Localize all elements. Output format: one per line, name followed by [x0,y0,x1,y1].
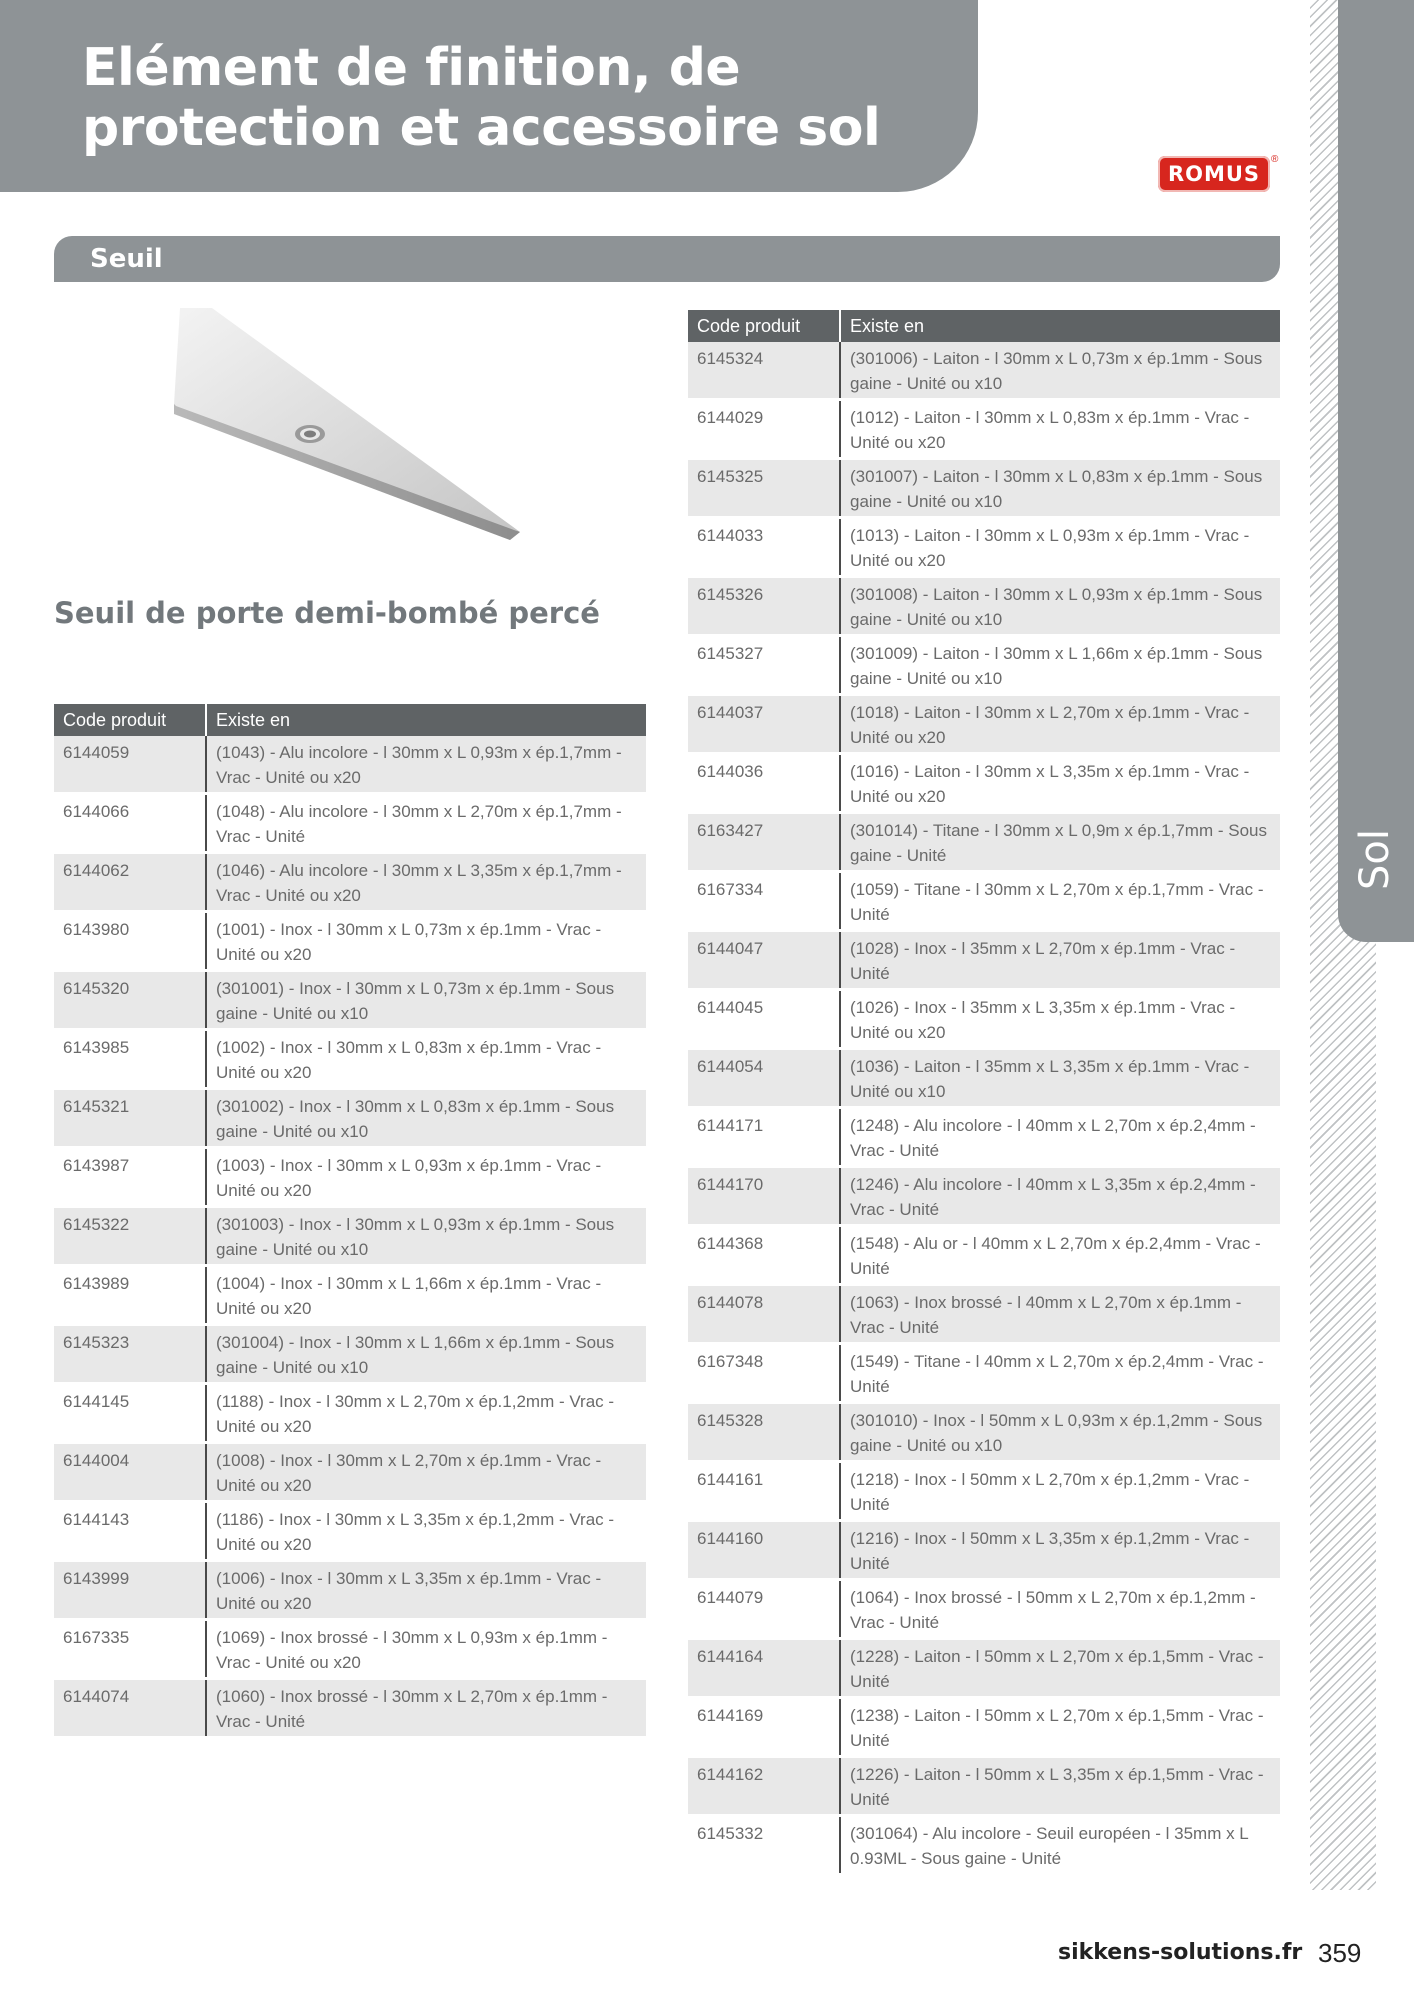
product-variant-cell: (1226) - Laiton - l 50mm x L 3,35m x ép.1,5mm - Vrac - Unité [840,1757,1280,1816]
table-row [688,1167,1280,1226]
product-variant-cell: (301008) - Laiton - l 30mm x L 0,93m x ép.1mm - Sous gaine - Unité ou x10 [840,577,1280,636]
product-code-cell: 6145332 [688,1816,840,1875]
product-code-cell: 6145322 [54,1207,206,1266]
table-row [54,1325,646,1384]
table-row [54,1030,646,1089]
table-row [688,1049,1280,1108]
product-code-cell: 6145325 [688,459,840,518]
romus-logo: ROMUS [1158,156,1270,192]
table-row [688,1521,1280,1580]
product-code-cell: 6144037 [688,695,840,754]
product-code-cell: 6144078 [688,1285,840,1344]
product-variant-cell: (1186) - Inox - l 30mm x L 3,35m x ép.1,2mm - Vrac - Unité ou x20 [206,1502,646,1561]
product-code-cell: 6167348 [688,1344,840,1403]
product-code-cell: 6144047 [688,931,840,990]
product-code-cell: 6167334 [688,872,840,931]
product-code-cell: 6145321 [54,1089,206,1148]
product-variant-cell: (1026) - Inox - l 35mm x L 3,35m x ép.1mm - Vrac - Unité ou x20 [840,990,1280,1049]
product-code-cell: 6144033 [688,518,840,577]
product-title: Seuil de porte demi-bombé percé [54,596,600,630]
product-variant-cell: (1003) - Inox - l 30mm x L 0,93m x ép.1mm - Vrac - Unité ou x20 [206,1148,646,1207]
product-variant-cell: (1064) - Inox brossé - l 50mm x L 2,70m x ép.1,2mm - Vrac - Unité [840,1580,1280,1639]
product-code-cell: 6145320 [54,971,206,1030]
product-variant-cell: (301014) - Titane - l 30mm x L 0,9m x ép.1,7mm - Sous gaine - Unité [840,813,1280,872]
table-row [54,1207,646,1266]
table-row [54,853,646,912]
product-code-cell: 6163427 [688,813,840,872]
header-code: Code produit [688,310,840,342]
table-row [54,794,646,853]
product-variant-cell: (1004) - Inox - l 30mm x L 1,66m x ép.1mm - Vrac - Unité ou x20 [206,1266,646,1325]
product-variant-cell: (1018) - Laiton - l 30mm x L 2,70m x ép.1mm - Vrac - Unité ou x20 [840,695,1280,754]
product-code-cell: 6144062 [54,853,206,912]
product-code-cell: 6144045 [688,990,840,1049]
table-row [688,1580,1280,1639]
footer-website: sikkens-solutions.fr [1058,1940,1303,1965]
product-code-cell: 6144029 [688,400,840,459]
product-variant-cell: (1016) - Laiton - l 30mm x L 3,35m x ép.1mm - Vrac - Unité ou x20 [840,754,1280,813]
table-row [688,990,1280,1049]
header-existe-en: Existe en [840,310,1280,342]
product-code-cell: 6144004 [54,1443,206,1502]
table-row [54,971,646,1030]
product-code-cell: 6144162 [688,1757,840,1816]
section-bar [54,236,1280,282]
table-row [688,1108,1280,1167]
table-row [54,1620,646,1679]
product-code-cell: 6144164 [688,1639,840,1698]
product-variant-cell: (1043) - Alu incolore - l 30mm x L 0,93m x ép.1,7mm - Vrac - Unité ou x20 [206,736,646,794]
product-code-cell: 6144145 [54,1384,206,1443]
product-code-cell: 6143985 [54,1030,206,1089]
product-variant-cell: (1006) - Inox - l 30mm x L 3,35m x ép.1mm - Vrac - Unité ou x20 [206,1561,646,1620]
product-code-cell: 6144074 [54,1679,206,1738]
product-variant-cell: (1063) - Inox brossé - l 40mm x L 2,70m x ép.1mm - Vrac - Unité [840,1285,1280,1344]
product-code-cell: 6145323 [54,1325,206,1384]
product-variant-cell: (1218) - Inox - l 50mm x L 2,70m x ép.1,2mm - Vrac - Unité [840,1462,1280,1521]
table-row [688,872,1280,931]
product-code-cell: 6144171 [688,1108,840,1167]
table-row [688,636,1280,695]
product-code-cell: 6143999 [54,1561,206,1620]
table-header-row [688,310,1280,342]
table-row [688,1285,1280,1344]
product-variant-cell: (1188) - Inox - l 30mm x L 2,70m x ép.1,2mm - Vrac - Unité ou x20 [206,1384,646,1443]
product-variant-cell: (301064) - Alu incolore - Seuil européen - l 35mm x L 0.93ML - Sous gaine - Unité [840,1816,1280,1875]
product-code-cell: 6145328 [688,1403,840,1462]
table-row [688,1757,1280,1816]
table-row [688,1344,1280,1403]
table-row [688,400,1280,459]
product-variant-cell: (301006) - Laiton - l 30mm x L 0,73m x ép.1mm - Sous gaine - Unité ou x10 [840,342,1280,400]
table-row [688,577,1280,636]
product-variant-cell: (1002) - Inox - l 30mm x L 0,83m x ép.1mm - Vrac - Unité ou x20 [206,1030,646,1089]
table-row [688,695,1280,754]
product-code-cell: 6144036 [688,754,840,813]
product-code-cell: 6143987 [54,1148,206,1207]
product-variant-cell: (1248) - Alu incolore - l 40mm x L 2,70m x ép.2,4mm - Vrac - Unité [840,1108,1280,1167]
product-variant-cell: (1008) - Inox - l 30mm x L 2,70m x ép.1mm - Vrac - Unité ou x20 [206,1443,646,1502]
table-row [54,1384,646,1443]
strip-surface [174,308,520,540]
table-row [688,1698,1280,1757]
product-variant-cell: (1048) - Alu incolore - l 30mm x L 2,70m x ép.1,7mm - Vrac - Unité [206,794,646,853]
threshold-strip-image [170,306,530,542]
table-row [54,736,646,794]
table-row [54,1502,646,1561]
product-code-cell: 6144079 [688,1580,840,1639]
category-side-label: Sol [1352,829,1398,891]
product-table-left [54,704,646,1739]
product-code-cell: 6144161 [688,1462,840,1521]
table-row [54,912,646,971]
product-variant-cell: (301009) - Laiton - l 30mm x L 1,66m x ép.1mm - Sous gaine - Unité ou x10 [840,636,1280,695]
page-number: 359 [1318,1938,1362,1968]
header-code: Code produit [54,704,206,736]
table-row [688,1403,1280,1462]
product-code-cell: 6143989 [54,1266,206,1325]
product-variant-cell: (301003) - Inox - l 30mm x L 0,93m x ép.1mm - Sous gaine - Unité ou x10 [206,1207,646,1266]
product-variant-cell: (1059) - Titane - l 30mm x L 2,70m x ép.1,7mm - Vrac - Unité [840,872,1280,931]
table-row [688,1639,1280,1698]
product-variant-cell: (301007) - Laiton - l 30mm x L 0,83m x ép.1mm - Sous gaine - Unité ou x10 [840,459,1280,518]
product-code-cell: 6144169 [688,1698,840,1757]
category-side-tab [1338,0,1414,942]
product-code-cell: 6167335 [54,1620,206,1679]
table-row [688,931,1280,990]
table-row [54,1443,646,1502]
product-variant-cell: (1060) - Inox brossé - l 30mm x L 2,70m x ép.1mm - Vrac - Unité [206,1679,646,1738]
product-variant-cell: (301002) - Inox - l 30mm x L 0,83m x ép.1mm - Sous gaine - Unité ou x10 [206,1089,646,1148]
table-row [54,1089,646,1148]
table-row [688,813,1280,872]
page-title: Elément de finition, de protection et accessoire sol [82,38,881,158]
product-variant-cell: (1549) - Titane - l 40mm x L 2,70m x ép.2,4mm - Vrac - Unité [840,1344,1280,1403]
product-variant-cell: (1046) - Alu incolore - l 30mm x L 3,35m x ép.1,7mm - Vrac - Unité ou x20 [206,853,646,912]
table-row [688,1226,1280,1285]
table-row [688,459,1280,518]
product-variant-cell: (1028) - Inox - l 35mm x L 2,70m x ép.1mm - Vrac - Unité [840,931,1280,990]
table-row [688,342,1280,400]
table-row [688,754,1280,813]
product-code-cell: 6144143 [54,1502,206,1561]
table-header-row [54,704,646,736]
product-variant-cell: (1012) - Laiton - l 30mm x L 0,83m x ép.1mm - Vrac - Unité ou x20 [840,400,1280,459]
product-code-cell: 6144170 [688,1167,840,1226]
product-code-cell: 6145326 [688,577,840,636]
product-variant-cell: (1013) - Laiton - l 30mm x L 0,93m x ép.1mm - Vrac - Unité ou x20 [840,518,1280,577]
registered-mark: ® [1271,154,1279,165]
product-code-cell: 6143980 [54,912,206,971]
table-row [54,1679,646,1738]
product-code-cell: 6144160 [688,1521,840,1580]
product-code-cell: 6145327 [688,636,840,695]
table-row [688,1816,1280,1875]
product-code-cell: 6144059 [54,736,206,794]
product-variant-cell: (1216) - Inox - l 50mm x L 3,35m x ép.1,2mm - Vrac - Unité [840,1521,1280,1580]
product-variant-cell: (1246) - Alu incolore - l 40mm x L 3,35m x ép.2,4mm - Vrac - Unité [840,1167,1280,1226]
table-row [688,518,1280,577]
section-title: Seuil [90,244,163,274]
product-variant-cell: (1548) - Alu or - l 40mm x L 2,70m x ép.2,4mm - Vrac - Unité [840,1226,1280,1285]
table-row [688,1462,1280,1521]
table-row [54,1266,646,1325]
product-code-cell: 6144368 [688,1226,840,1285]
product-code-cell: 6144066 [54,794,206,853]
product-variant-cell: (301001) - Inox - l 30mm x L 0,73m x ép.1mm - Sous gaine - Unité ou x10 [206,971,646,1030]
product-code-cell: 6144054 [688,1049,840,1108]
product-table-right [688,310,1280,1876]
table-row [54,1148,646,1207]
product-variant-cell: (1036) - Laiton - l 35mm x L 3,35m x ép.1mm - Vrac - Unité ou x10 [840,1049,1280,1108]
product-variant-cell: (1001) - Inox - l 30mm x L 0,73m x ép.1mm - Vrac - Unité ou x20 [206,912,646,971]
product-variant-cell: (1238) - Laiton - l 50mm x L 2,70m x ép.1,5mm - Vrac - Unité [840,1698,1280,1757]
product-variant-cell: (1228) - Laiton - l 50mm x L 2,70m x ép.1,5mm - Vrac - Unité [840,1639,1280,1698]
product-variant-cell: (301004) - Inox - l 30mm x L 1,66m x ép.1mm - Sous gaine - Unité ou x10 [206,1325,646,1384]
table-row [54,1561,646,1620]
product-code-cell: 6145324 [688,342,840,400]
product-variant-cell: (1069) - Inox brossé - l 30mm x L 0,93m x ép.1mm - Vrac - Unité ou x20 [206,1620,646,1679]
header-existe-en: Existe en [206,704,646,736]
product-variant-cell: (301010) - Inox - l 50mm x L 0,93m x ép.1,2mm - Sous gaine - Unité ou x10 [840,1403,1280,1462]
